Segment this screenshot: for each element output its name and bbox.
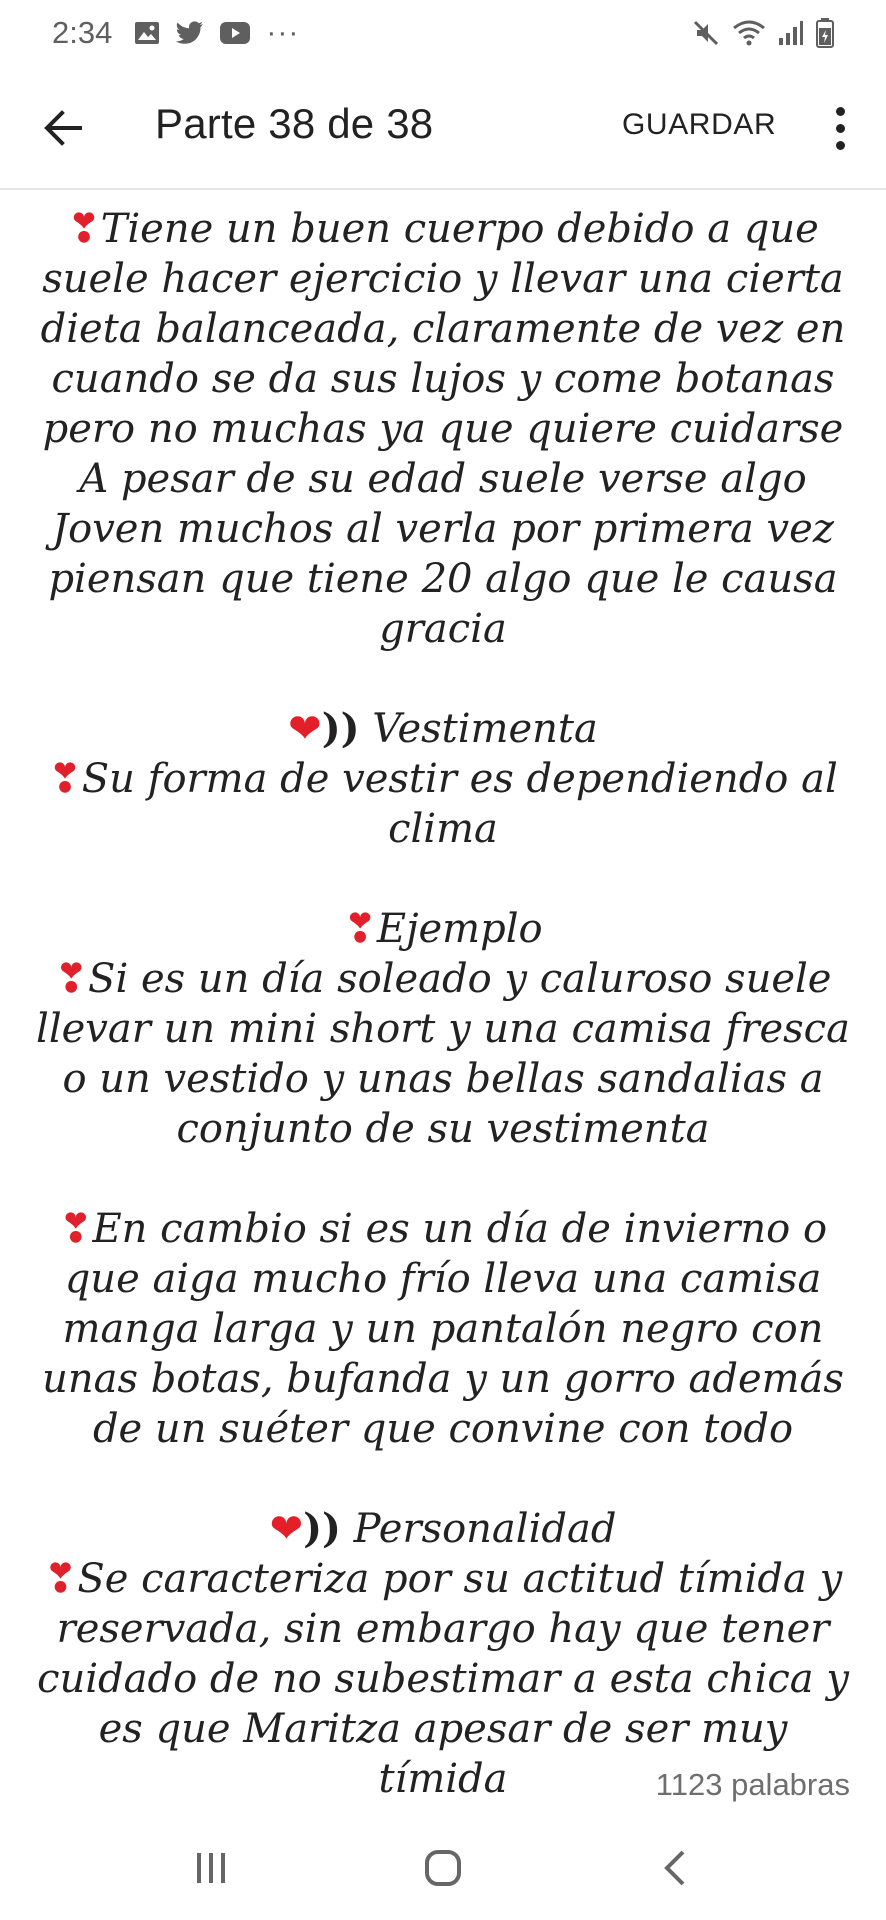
more-vert-icon-dot [836,141,845,150]
more-vert-icon [836,107,845,116]
notification-icons [134,16,299,50]
system-icons [692,18,834,48]
arrow-back-icon [42,110,82,146]
wifi-icon [732,19,766,47]
heart-icon: ❤ [288,706,322,752]
paragraph [30,954,856,1154]
more-notifications-icon: ··· [266,16,300,49]
mute-icon [692,19,720,47]
save-button[interactable]: GUARDAR [622,108,777,141]
heart-icon: ❤ [269,1506,304,1552]
spacer [30,1454,856,1504]
recent-apps-button[interactable] [171,1828,251,1908]
sound-waves: )) [303,1505,341,1552]
back-nav-button[interactable] [635,1828,715,1908]
more-vert-icon-dot [836,124,845,133]
page-title: Parte 38 de 38 [155,100,434,147]
recent-apps-icon [193,1851,229,1885]
status-bar [0,0,886,66]
paragraph-text: Si es un día soleado y caluroso suele llevar un mini short y una camisa fresca o un vestido y unas bellas sandalias a conjunto de su vestimenta [36,956,850,1152]
heart-exclamation-icon: ❣ [58,1206,93,1252]
system-nav-bar [0,1815,886,1920]
overflow-menu-button[interactable] [820,94,860,162]
heading-text: Personalidad [340,1506,617,1552]
section-heading [30,1504,856,1554]
spacer [30,854,856,904]
battery-icon [816,18,834,48]
section-heading [30,704,856,754]
back-nav-icon [661,1848,689,1888]
paragraph-text: Tiene un buen cuerpo debido a que suele hacer ejercicio y llevar una cierta dieta balanceada, claramente de vez en cuando se da sus lujos y come botanas pero no muchas ya que quiere cuidarse A pesar de su edad suele verse algo Joven muchos al verla por primera vez piensan que tiene 20 algo que le causa gracia [40,206,846,652]
heart-exclamation-icon: ❣ [54,956,89,1002]
twitter-icon [176,21,204,45]
heart-exclamation-icon: ❣ [343,906,377,952]
paragraph [30,754,856,854]
image-icon [134,21,160,45]
top-app-bar [0,66,886,190]
heart-exclamation-icon: ❣ [48,756,82,802]
paragraph [30,1204,856,1454]
sound-waves: )) [321,705,360,752]
heart-exclamation-icon: ❣ [67,206,101,252]
paragraph-text: Su forma de vestir es dependiendo al clima [81,756,838,852]
spacer [30,1154,856,1204]
heading-text: Vestimenta [359,706,598,752]
story-text[interactable] [30,204,856,1804]
word-count: 1123 palabras [655,1767,850,1802]
paragraph-text: En cambio si es un día de invierno o que aiga mucho frío lleva una camisa manga larga y un pantalón negro con unas botas, bufanda y un gorro además de un suéter que convine con todo [42,1206,844,1452]
paragraph [30,204,856,654]
paragraph-text: Se caracteriza por su actitud tímida y reservada, sin embargo hay que tener cuidado de no subestimar a esta chica y es que Maritza apesar de ser muy tímida [37,1556,849,1802]
home-icon [423,1848,463,1888]
home-button[interactable] [403,1828,483,1908]
heart-exclamation-icon: ❣ [43,1556,78,1602]
youtube-icon [220,22,250,44]
back-button[interactable] [30,96,94,160]
status-time: 2:34 [52,15,113,50]
spacer [30,654,856,704]
paragraph [30,904,856,954]
signal-icon [778,20,804,46]
paragraph-text: Ejemplo [376,906,543,952]
